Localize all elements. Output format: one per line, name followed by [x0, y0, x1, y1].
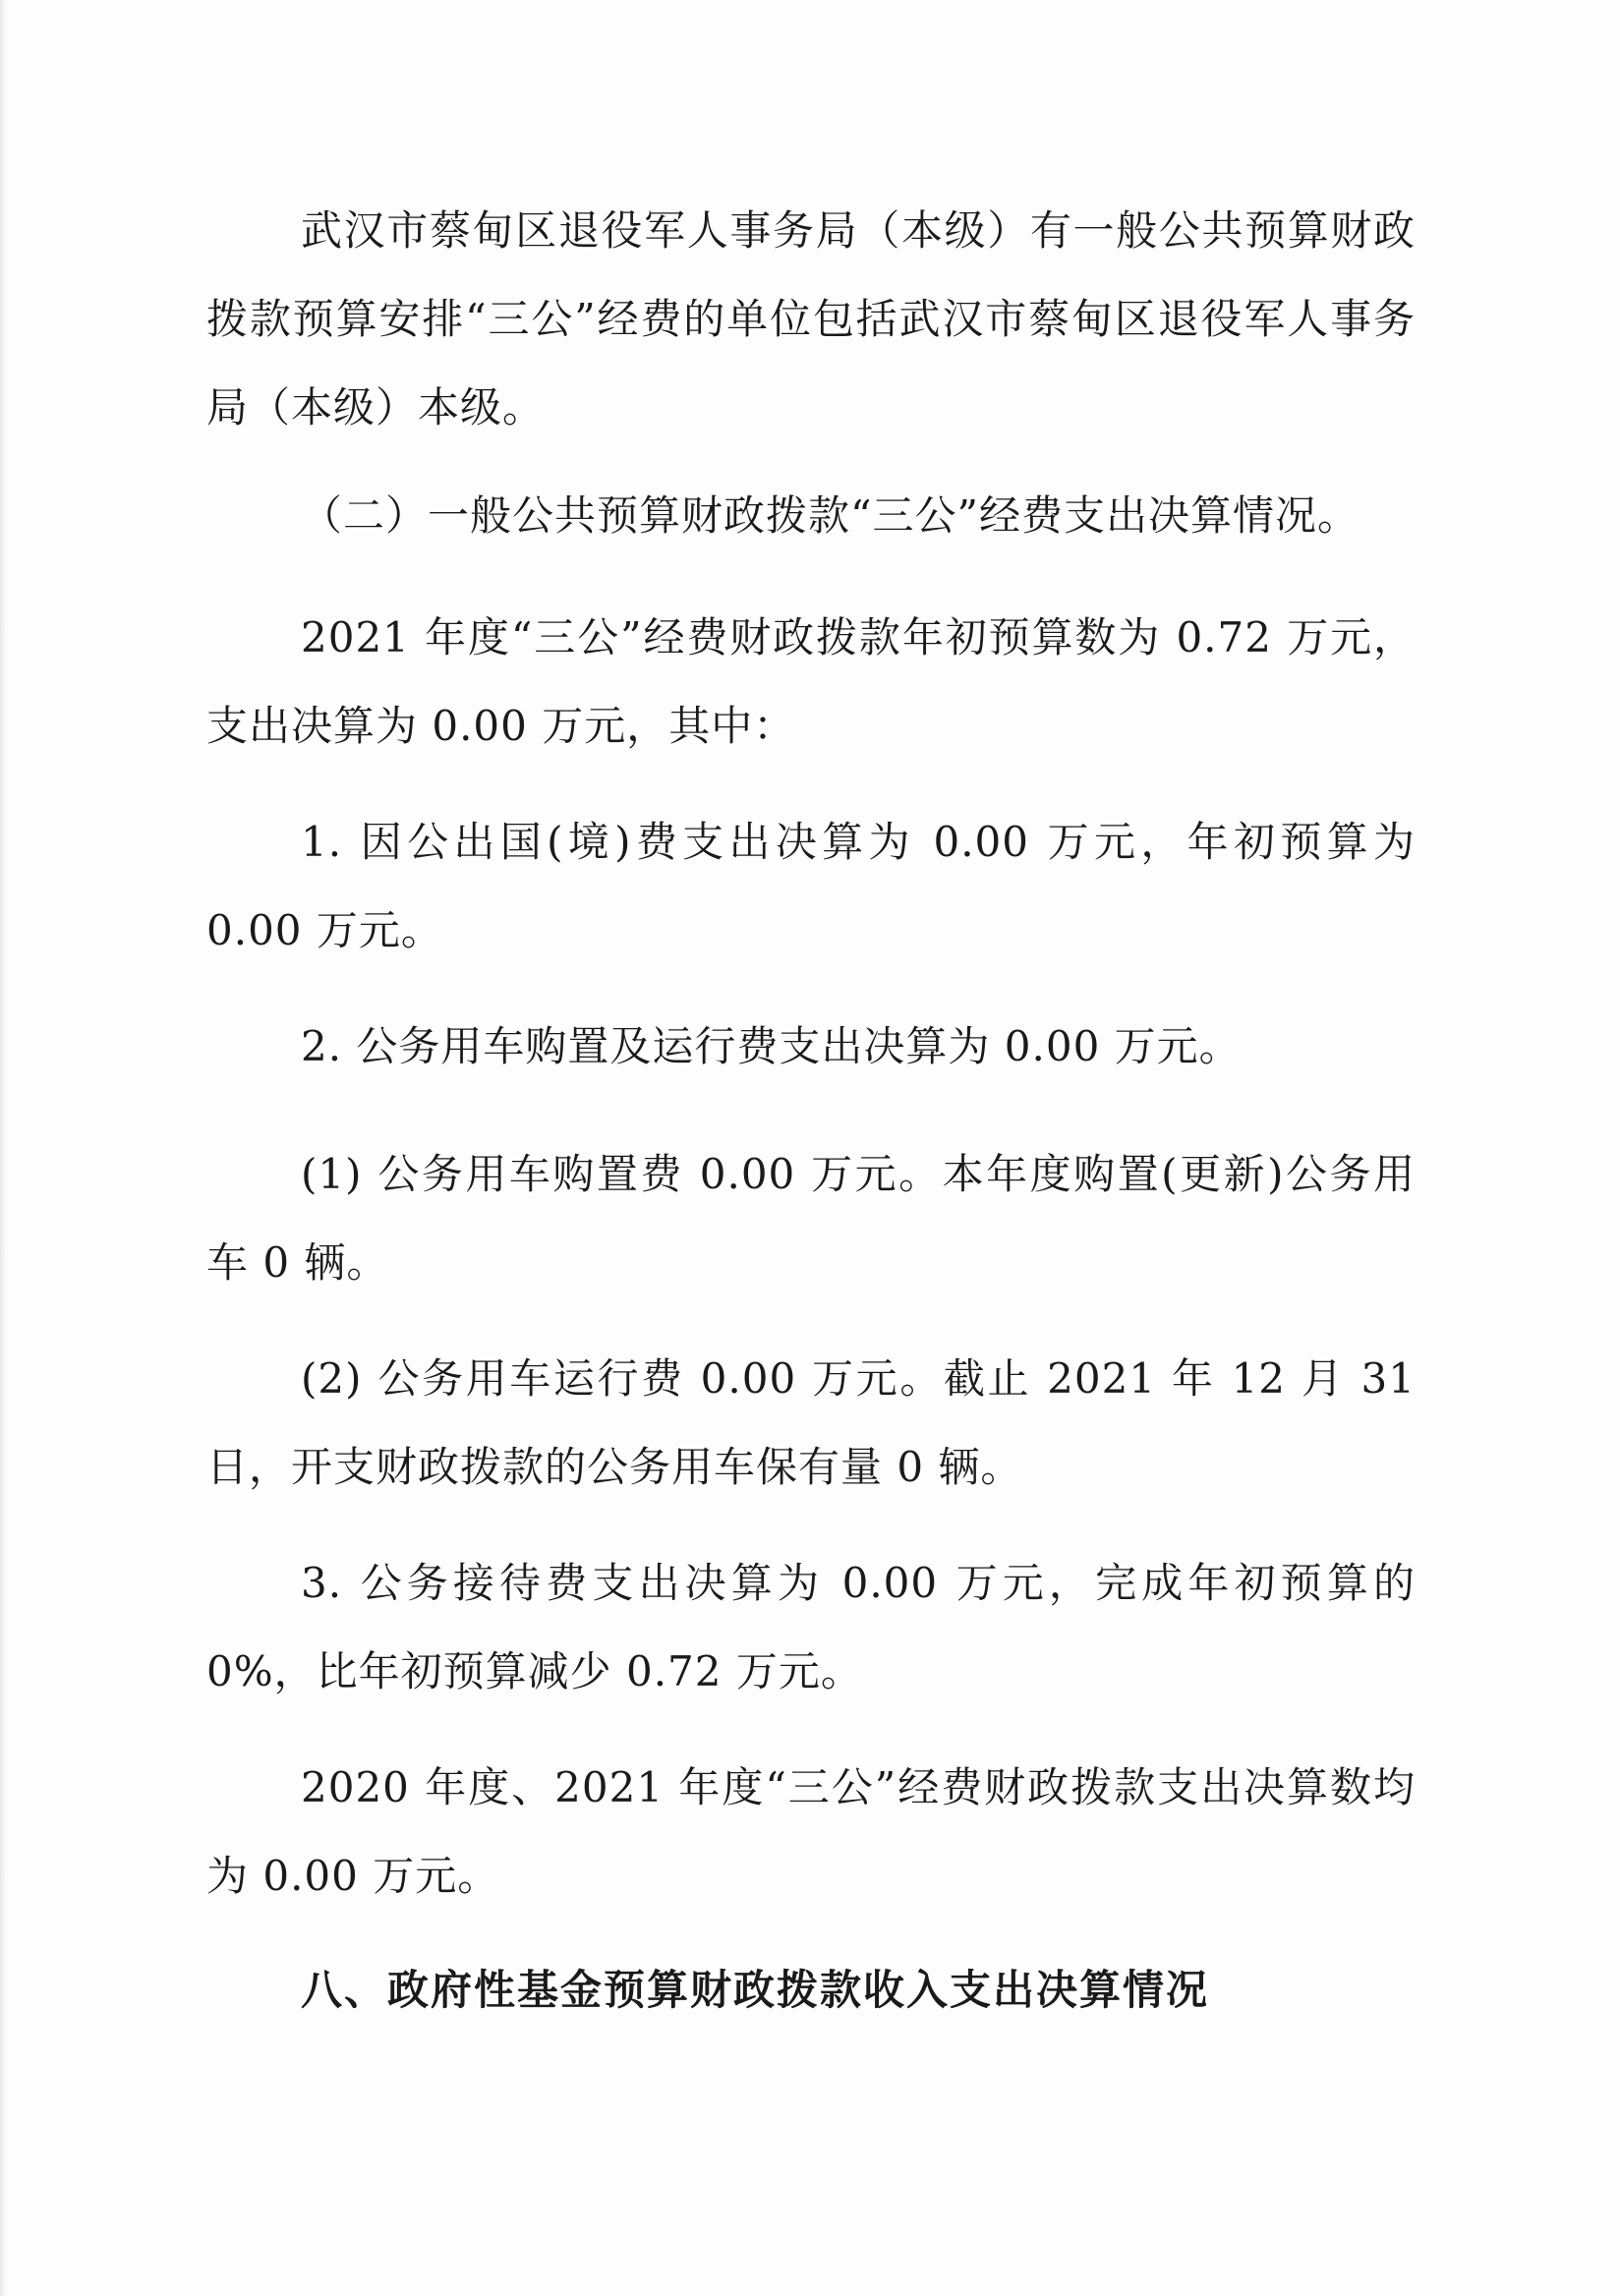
- paragraph-2021-budget: 2021 年度“三公”经费财政拨款年初预算数为 0.72 万元，支出决算为 0.00 万元，其中：: [206, 613, 1416, 750]
- paragraph-vehicle-purchase: (1) 公务用车购置费 0.00 万元。本年度购置(更新)公务用车 0 辆。: [206, 1150, 1416, 1287]
- paragraph-reception-expense: 3. 公务接待费支出决算为 0.00 万元，完成年初预算的 0%，比年初预算减少 0.72 万元。: [206, 1559, 1416, 1695]
- scan-edge-shadow: [0, 0, 6, 2296]
- paragraph-unit-scope: 武汉市蔡甸区退役军人事务局（本级）有一般公共预算财政拨款预算安排“三公”经费的单位包括武汉市蔡甸区退役军人事务局（本级）本级。: [206, 206, 1416, 431]
- paragraph-overseas-expense: 1. 因公出国(境)费支出决算为 0.00 万元，年初预算为 0.00 万元。: [206, 818, 1416, 954]
- paragraph-2020-2021-comparison: 2020 年度、2021 年度“三公”经费财政拨款支出决算数均为 0.00 万元。: [206, 1763, 1416, 1900]
- paragraph-subheading-three-public: （二）一般公共预算财政拨款“三公”经费支出决算情况。: [301, 491, 1360, 540]
- paragraph-vehicle-expense: 2. 公务用车购置及运行费支出决算为 0.00 万元。: [301, 1022, 1242, 1070]
- paragraph-vehicle-operation: (2) 公务用车运行费 0.00 万元。截止 2021 年 12 月 31 日，开支财政拨款的公务用车保有量 0 辆。: [206, 1354, 1416, 1491]
- section-heading-government-fund: 八、政府性基金预算财政拨款收入支出决算情况: [301, 1966, 1210, 2014]
